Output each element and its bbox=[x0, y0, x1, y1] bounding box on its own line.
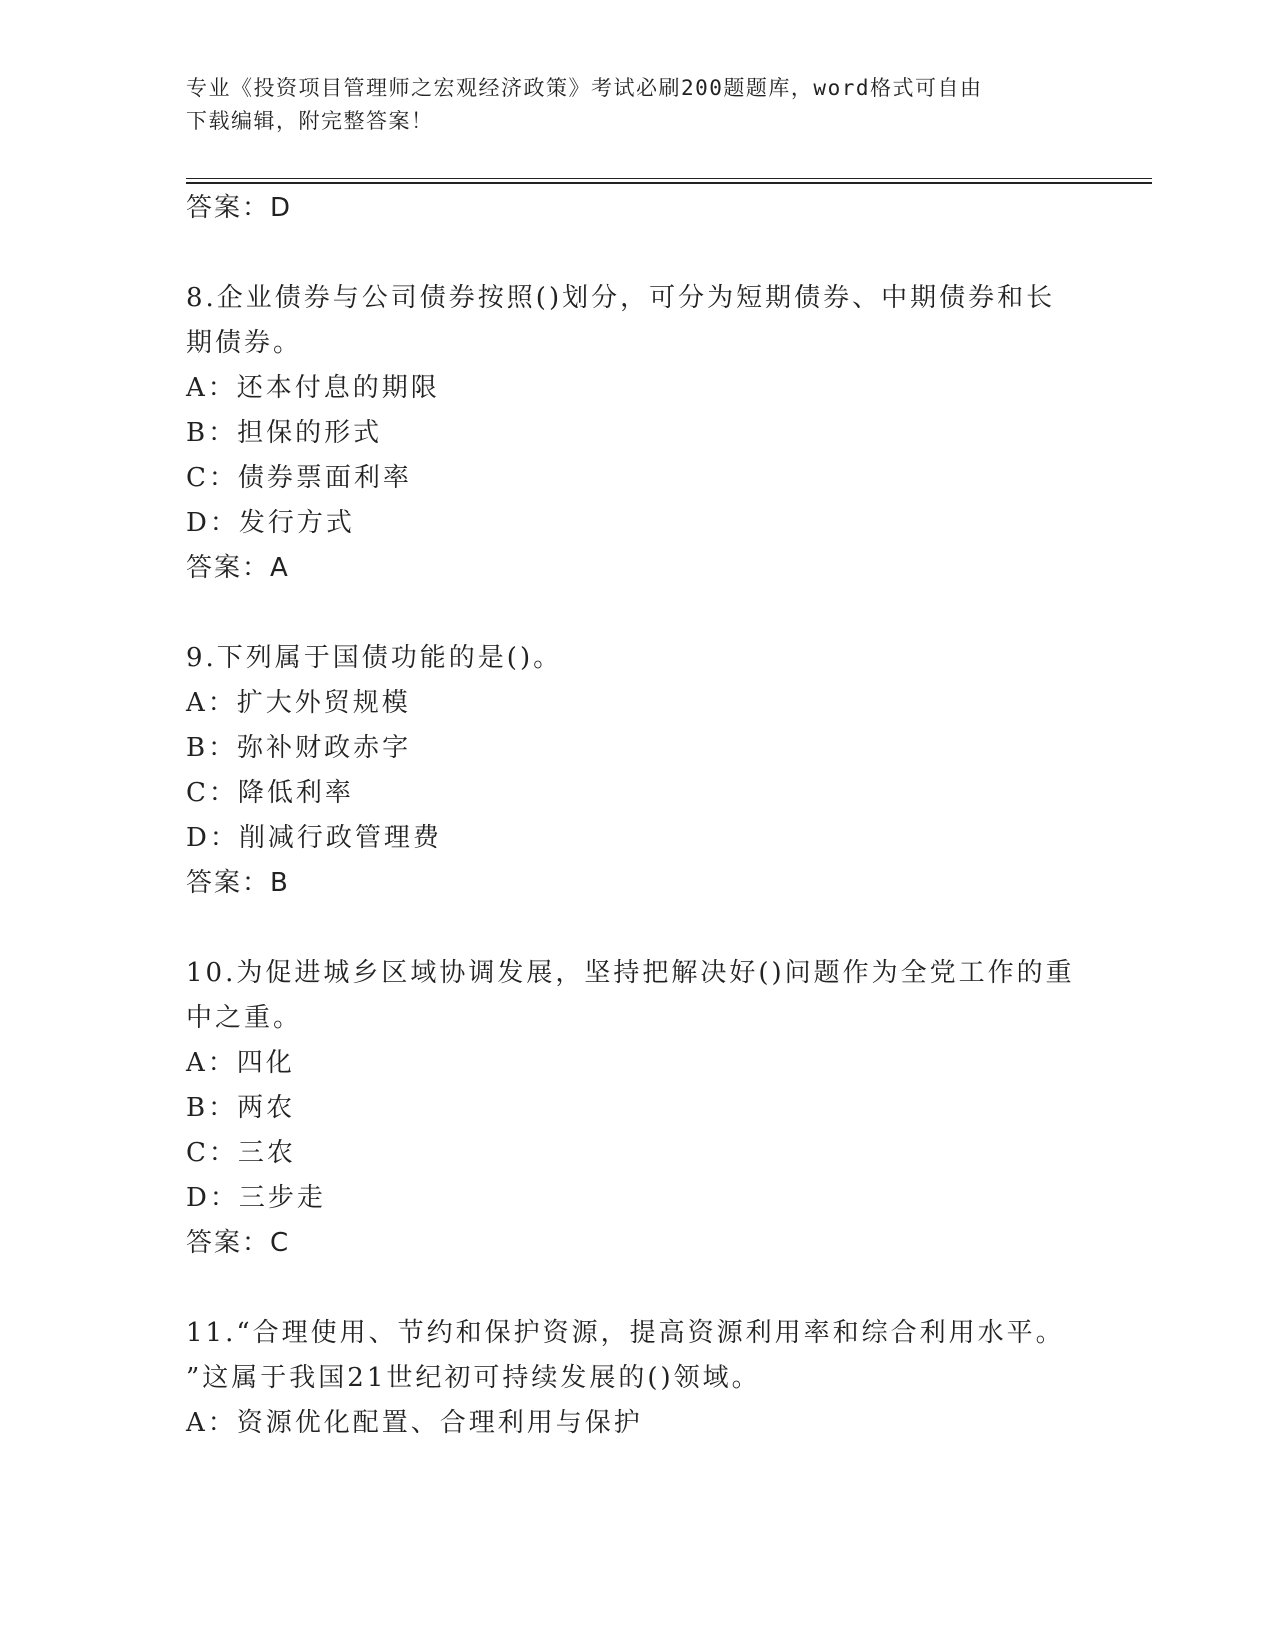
answer-prev: 答案：D bbox=[186, 193, 293, 223]
question-11 bbox=[186, 1311, 1086, 1446]
question-stem: ”这属于我国21世纪初可持续发展的()领域。 bbox=[186, 1363, 761, 1393]
option-c: C：降低利率 bbox=[186, 778, 354, 808]
question-stem: 11.“合理使用、节约和保护资源，提高资源利用率和综合利用水平。 bbox=[186, 1318, 1065, 1348]
page-header bbox=[186, 72, 1086, 138]
option-c: C：三农 bbox=[186, 1138, 296, 1168]
option-b: B：弥补财政赤字 bbox=[186, 733, 412, 763]
header-line-2: 下载编辑，附完整答案！ bbox=[186, 109, 434, 133]
question-stem: 期债券。 bbox=[186, 328, 303, 358]
answer: 答案：A bbox=[186, 553, 290, 583]
option-d: D：发行方式 bbox=[186, 508, 355, 538]
header-divider-thin bbox=[186, 178, 1152, 179]
answer: 答案：C bbox=[186, 1228, 291, 1258]
option-b: B：两农 bbox=[186, 1093, 296, 1123]
header-divider-thick bbox=[186, 182, 1152, 184]
question-stem: 中之重。 bbox=[186, 1003, 303, 1033]
question-10 bbox=[186, 951, 1086, 1266]
header-line-1: 专业《投资项目管理师之宏观经济政策》考试必刷200题题库，word格式可自由 bbox=[186, 76, 983, 100]
option-b: B：担保的形式 bbox=[186, 418, 383, 448]
question-8 bbox=[186, 276, 1086, 591]
question-9 bbox=[186, 636, 1086, 906]
question-stem: 9.下列属于国债功能的是()。 bbox=[186, 643, 563, 673]
option-d: D：削减行政管理费 bbox=[186, 823, 442, 853]
option-d: D：三步走 bbox=[186, 1183, 326, 1213]
option-a: A：四化 bbox=[186, 1048, 295, 1078]
option-a: A：还本付息的期限 bbox=[186, 373, 440, 403]
option-a: A：资源优化配置、合理利用与保护 bbox=[186, 1408, 643, 1438]
answer: 答案：B bbox=[186, 868, 290, 898]
option-c: C：债券票面利率 bbox=[186, 463, 412, 493]
option-a: A：扩大外贸规模 bbox=[186, 688, 411, 718]
question-stem: 8.企业债券与公司债券按照()划分，可分为短期债券、中期债券和长 bbox=[186, 283, 1056, 313]
document-body bbox=[186, 186, 1086, 1446]
question-stem: 10.为促进城乡区域协调发展，坚持把解决好()问题作为全党工作的重 bbox=[186, 958, 1075, 988]
